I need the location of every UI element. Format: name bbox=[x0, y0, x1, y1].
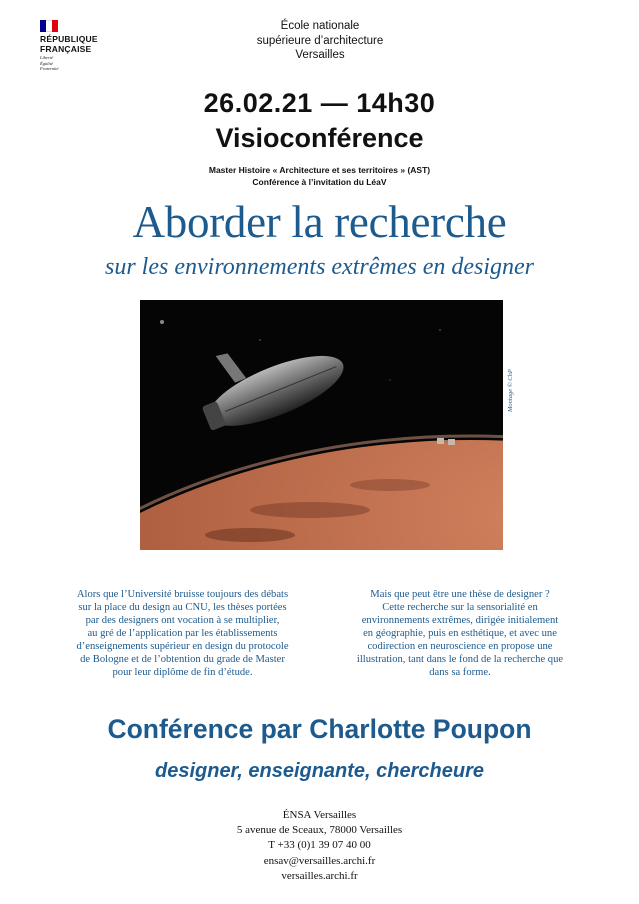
event-mode: Visioconférence bbox=[215, 123, 424, 153]
school-name: École nationale supérieure d’architecture Versailles bbox=[256, 20, 384, 61]
mars-spacecraft-illustration bbox=[140, 300, 503, 550]
address-street: 5 avenue de Sceaux, 78000 Versailles bbox=[236, 824, 403, 837]
photo-credit: Montage © ChP bbox=[507, 369, 514, 412]
address-website[interactable]: versailles.archi.fr bbox=[281, 869, 358, 882]
text-column-left: Alors que l’Université bruisse toujours des débats sur la place du design au CNU, les thèses portées par des designers ont vocation à se multiplier, au gré de l’application par les établissements d’enseignements supérieur en design du protocole de Bologne et de l’obtention du grade de Master pour leur diplôme de fin d’étude. bbox=[76, 589, 289, 678]
poster-subtitle: sur les environnements extrêmes en designer bbox=[105, 254, 534, 280]
poster-title: Aborder la recherche bbox=[132, 197, 507, 247]
french-flag-icon bbox=[40, 20, 58, 32]
moon-icon bbox=[160, 320, 164, 324]
address-email[interactable]: ensav@versailles.archi.fr bbox=[263, 854, 376, 867]
address-phone: T +33 (0)1 39 07 40 00 bbox=[268, 839, 371, 852]
program-info: Master Histoire « Architecture et ses territoires » (AST) Conférence à l’invitation du LéaV bbox=[208, 165, 431, 187]
event-datetime: 26.02.21 — 14h30 bbox=[203, 88, 436, 118]
logo-motto: Liberté Égalité Fraternité bbox=[40, 55, 59, 71]
text-column-right: Mais que peut être une thèse de designer ? Cette recherche sur la sensorialité en environnements extrêmes, dirigée initialement en géographie, puis en esthétique, et avec une codirection en neuroscience en propose une illustration, tant dans le fond de la recherche que dans sa forme. bbox=[356, 589, 564, 678]
republique-francaise-logo bbox=[40, 20, 140, 72]
logo-line-2: FRANÇAISE bbox=[40, 44, 92, 54]
speaker-heading: Conférence par Charlotte Poupon bbox=[107, 714, 532, 744]
contact-address bbox=[0, 808, 639, 884]
logo-line-1: RÉPUBLIQUE bbox=[40, 34, 98, 44]
speaker-roles: designer, enseignante, chercheure bbox=[154, 760, 484, 782]
mars-scene-svg bbox=[140, 300, 503, 550]
address-name: ÉNSA Versailles bbox=[282, 809, 357, 821]
